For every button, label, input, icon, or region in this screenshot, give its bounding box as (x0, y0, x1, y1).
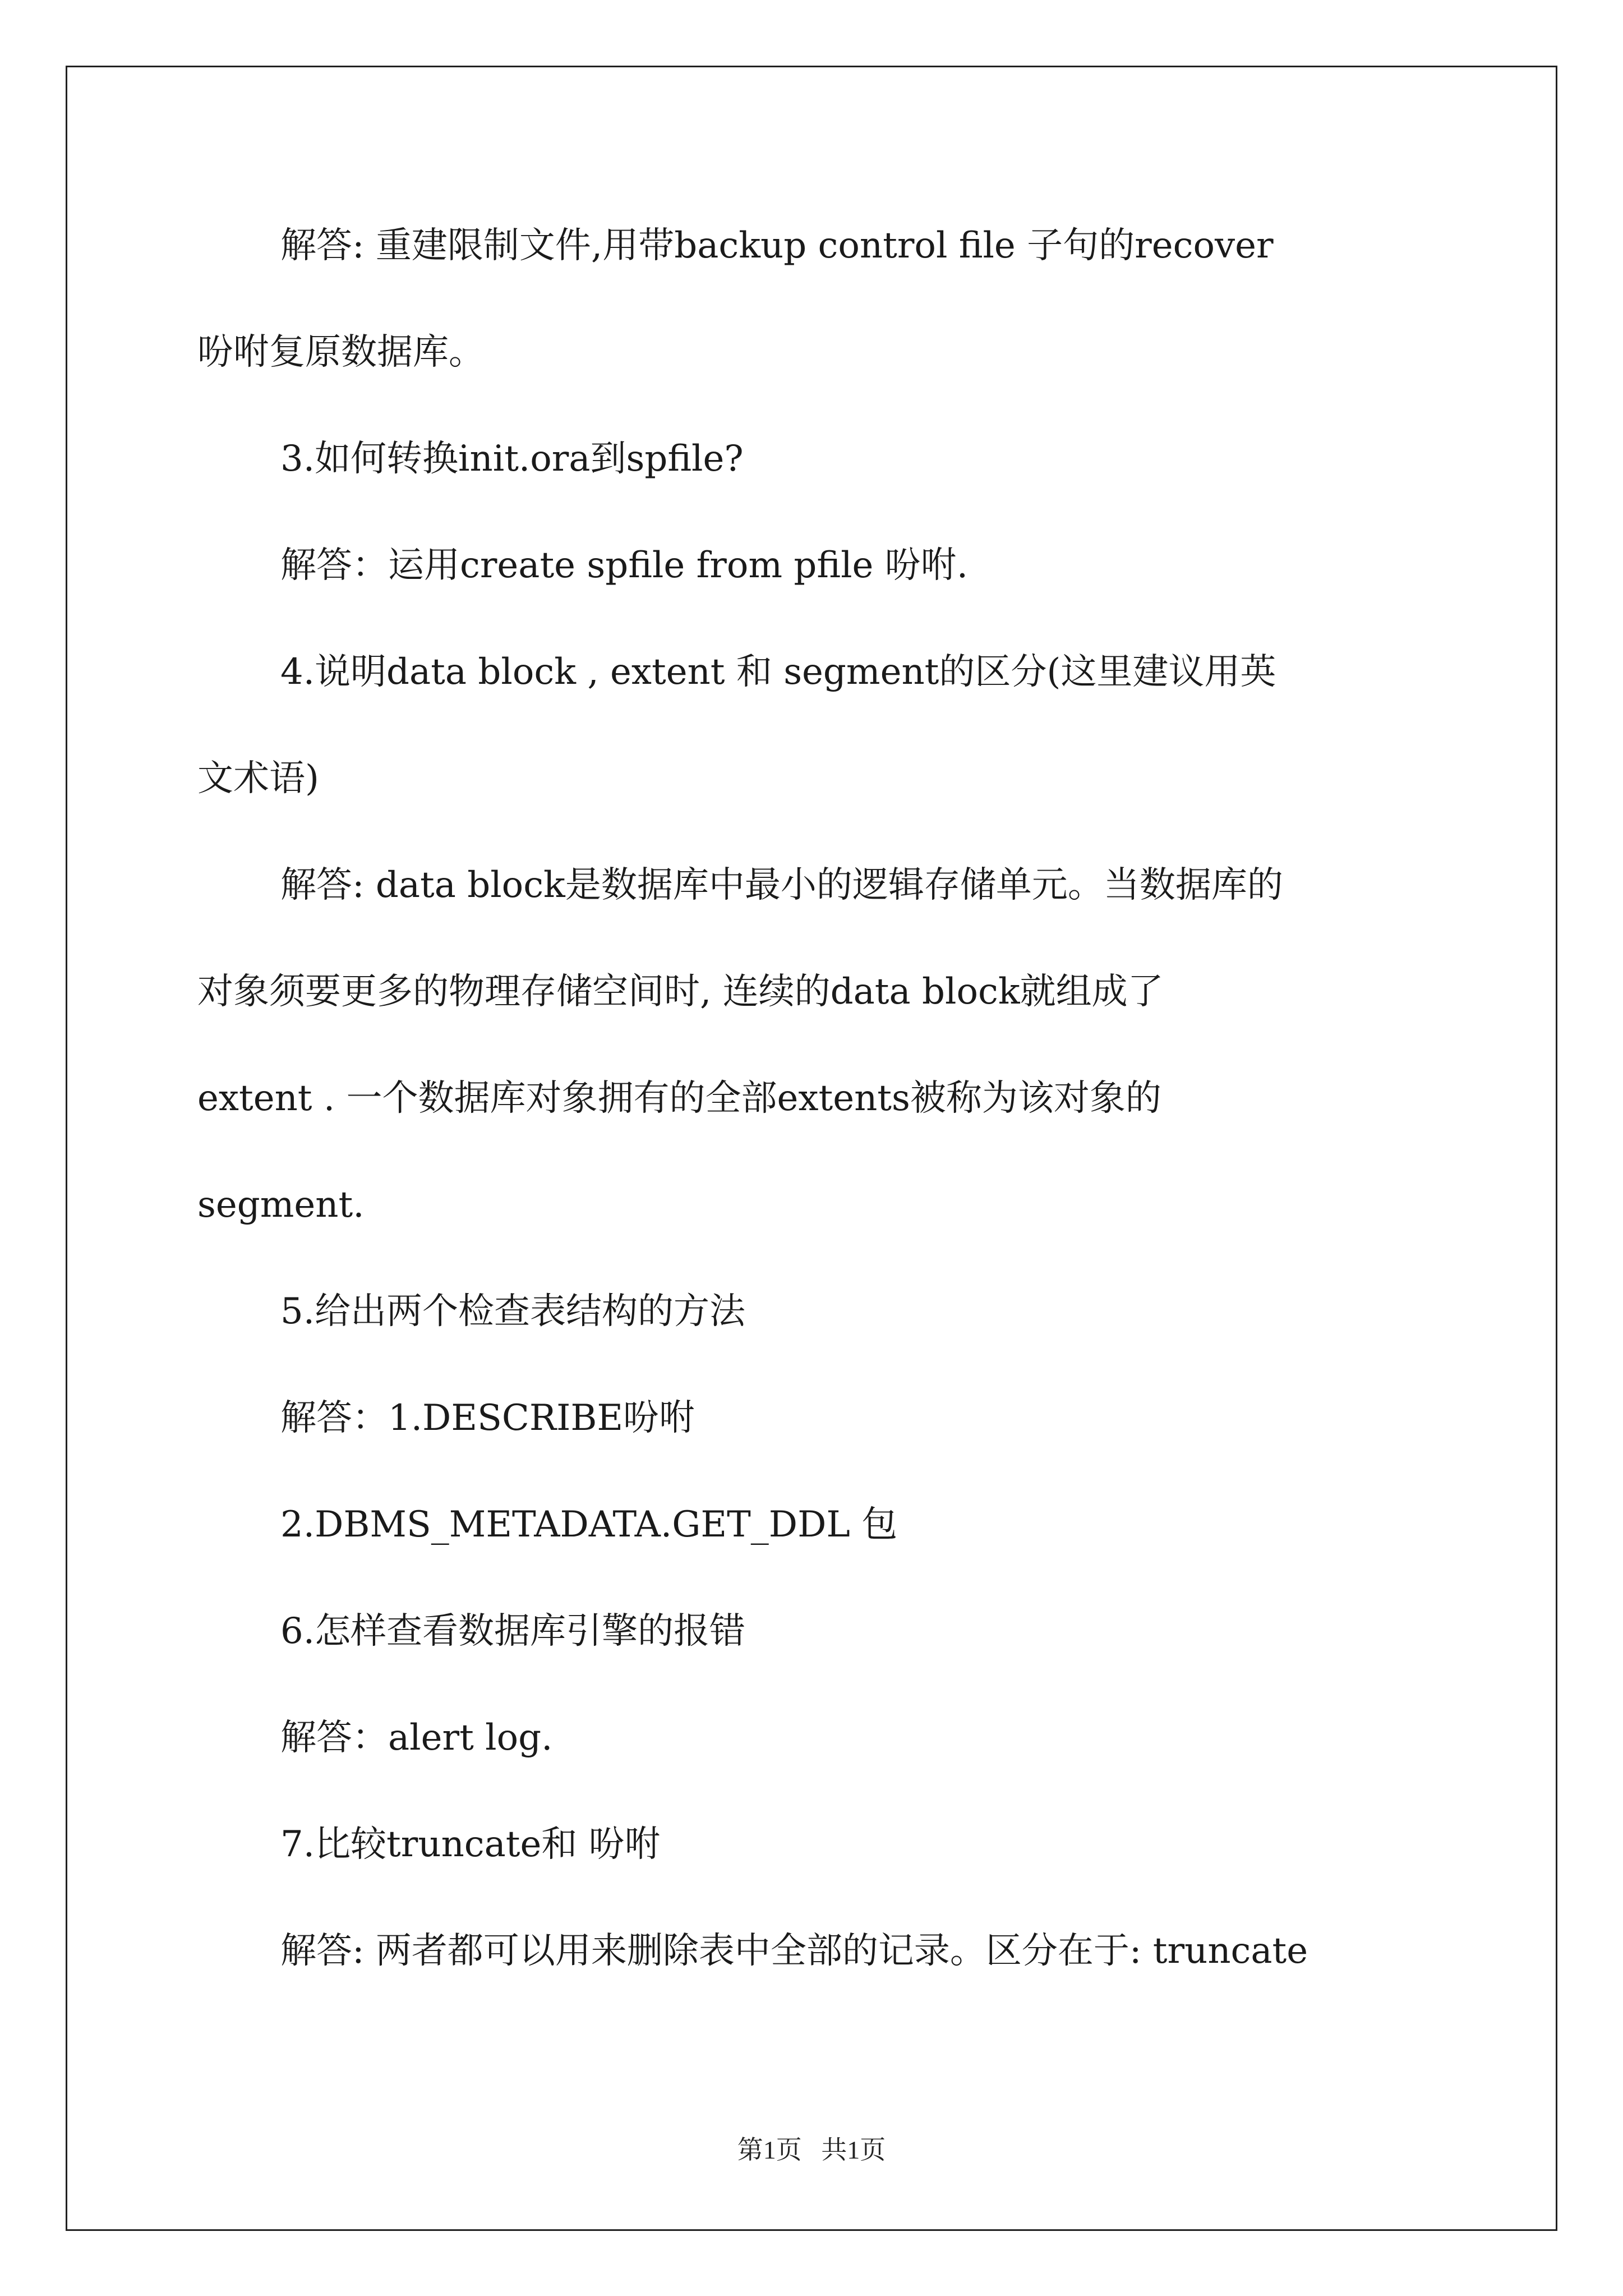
question-heading: 3.如何转换init.ora到spfile? (280, 438, 744, 480)
paragraph-line: 解答：alert log. (280, 1717, 553, 1759)
paragraph-line: 解答: 重建限制文件,用带backup control file 子句的recover (280, 225, 1274, 266)
page-border (66, 66, 1557, 2231)
paragraph-line: 解答：1.DESCRIBE吩咐 (280, 1397, 695, 1439)
paragraph-line: segment. (197, 1184, 365, 1226)
paragraph-line: 解答: data block是数据库中最小的逻辑存储单元。当数据库的 (280, 864, 1283, 906)
paragraph-line: extent . 一个数据库对象拥有的全部extents被称为该对象的 (197, 1078, 1161, 1119)
paragraph-line: 吩咐复原数据库。 (197, 332, 485, 373)
page-footer: 第1页 共1页 (737, 2136, 886, 2164)
paragraph-line: 对象须要更多的物理存储空间时, 连续的data block就组成了 (197, 971, 1164, 1013)
paragraph-line: 2.DBMS_METADATA.GET_DDL 包 (280, 1504, 898, 1545)
question-heading: 7.比较truncate和 吩咐 (280, 1824, 661, 1865)
paragraph-line: 文术语) (197, 758, 319, 799)
question-heading: 5.给出两个检查表结构的方法 (280, 1291, 746, 1332)
question-heading: 4.说明data block , extent 和 segment的区分(这里建议用英 (280, 651, 1276, 693)
question-heading: 6.怎样查看数据库引擎的报错 (280, 1611, 746, 1652)
paragraph-line: 解答：运用create spfile from pfile 吩咐. (280, 545, 969, 586)
paragraph-line: 解答: 两者都可以用来删除表中全部的记录。区分在于: truncate (280, 1930, 1308, 1972)
